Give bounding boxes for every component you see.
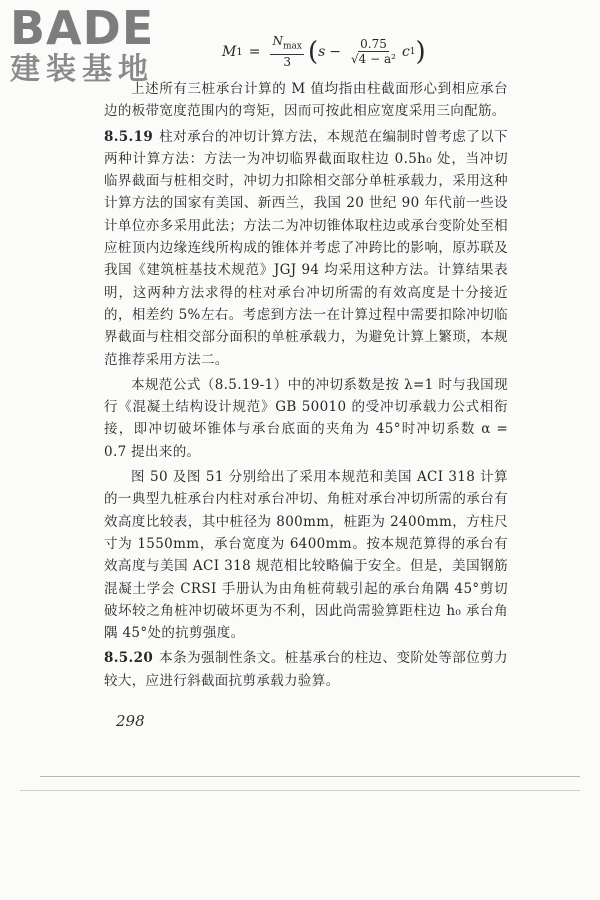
formula-lhs-sub: 1 bbox=[236, 46, 243, 58]
scan-rule-bottom bbox=[20, 790, 580, 791]
paragraph-punching-coefficient: 本规范公式（8.5.19-1）中的冲切系数是按 λ=1 时与我国现行《混凝土结构设计规范》GB 50010 的受冲切承载力公式相衔接，即冲切破坏锥体与承台底面的夹角为 45°时冲切系数 α = 0.7 提出来的。 bbox=[104, 376, 508, 460]
formula-frac2-num: 0.75 bbox=[360, 37, 387, 51]
formula-frac1-num-sub: max bbox=[282, 41, 302, 52]
formula-frac1-den: 3 bbox=[283, 54, 292, 69]
page-number: 298 bbox=[116, 712, 145, 730]
formula-minus: − bbox=[329, 44, 342, 60]
body-text bbox=[104, 78, 508, 692]
logo-wordmark: BADE bbox=[10, 1, 155, 55]
formula-fraction-2 bbox=[349, 37, 398, 67]
formula-frac1-num: N bbox=[272, 34, 283, 49]
logo-subtitle: 建装基地 bbox=[10, 52, 154, 87]
moment-formula: M 1 = $\frac{N_{max}}{3}$ ( s − $\frac{0.75}{\text{√4 − a²}}$ c 1 ) bbox=[222, 34, 426, 69]
paragraph-figure-comparison: 图 50 及图 51 分别给出了采用本规范和美国 ACI 318 计算的一典型九桩承台内柱对承台冲切、角桩对承台冲切所需的承台有效高度比较表，其中桩径为 800mm，桩距为 2400mm，方柱尺寸为 1550mm，承台宽度为 6400mm。按本规范算得的承台有效高度与美国 ACI 318 规范相比较略偏于安全。但是，美国钢筋混凝土学会 CRSI 手册认为由角桩荷载引起的承台角隅 45°剪切破坏较之角桩冲切破坏更为不利，因此尚需验算距柱边 h₀ 承台角隅 45°处的抗剪强度。 bbox=[104, 469, 508, 642]
paragraph-8-5-20 bbox=[104, 647, 508, 692]
formula-s: s bbox=[318, 44, 326, 60]
section-number-8-5-20: 8.5.20 bbox=[104, 650, 154, 667]
section-number-8-5-19: 8.5.19 bbox=[104, 128, 154, 145]
formula-c-sub: 1 bbox=[409, 47, 416, 57]
paragraph-8-5-20-text: 本条为强制性条文。桩基承台的柱边、变阶处等部位剪力较大，应进行斜截面抗剪承载力验算。 bbox=[104, 650, 508, 689]
formula-fraction-1 bbox=[270, 34, 303, 69]
paragraph-three-pile-moment: 上述所有三桩承台计算的 M 值均指由柱截面形心到相应承台边的板带宽度范围内的弯矩，因而可按此相应宽度采用三向配筋。 bbox=[104, 81, 508, 120]
paragraph-8-5-19-text: 柱对承台的冲切计算方法，本规范在编制时曾考虑了以下两种计算方法：方法一为冲切临界截面取柱边 0.5h₀ 处，当冲切临界截面与桩相交时，冲切力扣除相交部分单桩承载力，采用这种计算方法的国家有美国、新西兰，我国 20 世纪 90 年代前一些设计单位亦多采用此法；方法二为冲切锥体取柱边或承台变阶处至相应桩顶内边缘连线所构成的锥体并考虑了冲跨比的影响，原苏联及我国《建筑桩基技术规范》JGJ 94 均采用这种方法。计算结果表明，这两种方法求得的柱对承台冲切所需的有效高度是十分接近的，相差约 5%左右。考虑到方法一在计算过程中需要扣除冲切临界截面与柱相交部分面积的单桩承载力，为避免计算上繁琐，本规范推荐采用方法二。 bbox=[104, 128, 508, 368]
formula-eq: = bbox=[248, 44, 261, 60]
formula-c: c bbox=[401, 44, 410, 60]
paragraph-8-5-19 bbox=[104, 126, 508, 371]
formula-frac2-den: √4 − a² bbox=[351, 52, 396, 66]
formula-lhs: M bbox=[222, 44, 237, 60]
scan-rule-top bbox=[40, 776, 580, 777]
